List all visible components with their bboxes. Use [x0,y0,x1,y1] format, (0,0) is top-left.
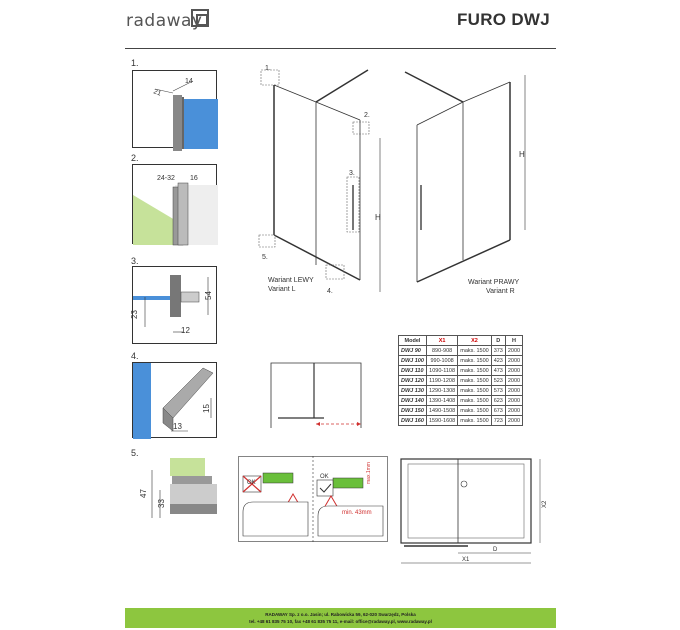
cell-d: 373 [491,346,505,356]
cell-d: 423 [491,356,505,366]
step-1-dim-b: 21 [152,88,163,98]
cell-x2: maks. 1500 [458,396,491,406]
cell-h: 2000 [505,356,522,366]
cell-d: 573 [491,386,505,396]
plan-view-svg [398,456,548,568]
cell-d: 723 [491,416,505,426]
plan-x2-label: X2 [542,500,548,508]
cell-d: 623 [491,396,505,406]
level-min-text: min. 43mm [342,510,372,516]
right-variant-svg [395,60,535,290]
cell-d: 523 [491,376,505,386]
cell-x2: maks. 1500 [458,386,491,396]
spec-table [398,335,523,426]
step-4-dim-a: 15 [202,404,211,413]
table-row [399,356,523,366]
spec-table-wrap [398,335,523,426]
spec-table-header-row [399,336,523,346]
step-4-panel [132,362,217,438]
step-2-label: 2. [131,153,139,163]
step-5-dim-a: 47 [139,489,148,498]
step-3-label: 3. [131,256,139,266]
step-5-drawing [132,458,217,538]
callout-5: 5. [262,254,268,261]
callout-2: 2. [364,112,370,119]
step-3-dim-a: 54 [204,291,213,300]
plan-view [398,456,548,568]
callout-1: 1. [265,65,271,72]
cell-model: DWJ 140 [399,396,427,406]
right-caption-2: Variant R [486,288,515,295]
table-row [399,416,523,426]
right-variant-drawing [395,60,535,290]
step-5-panel [132,458,217,538]
header-d: D [491,336,505,346]
cell-x2: maks. 1500 [458,366,491,376]
level-ok-text-1: OK [247,480,256,486]
cell-x1: 1090-1108 [426,366,457,376]
cell-x2: maks. 1500 [458,376,491,386]
callout-4: 4. [327,288,333,295]
step-3-dim-c: 12 [181,326,190,335]
left-caption-2: Variant L [268,286,296,293]
cell-h: 2000 [505,416,522,426]
level-max-text: max.1mm [366,462,372,484]
level-ok-text-2: OK [320,474,329,480]
cell-x1: 890-908 [426,346,457,356]
table-row [399,386,523,396]
cell-x1: 1390-1408 [426,396,457,406]
cell-h: 2000 [505,366,522,376]
cell-model: DWJ 130 [399,386,427,396]
step-2-panel [132,164,217,244]
table-row [399,366,523,376]
header-divider [125,48,556,49]
cell-x1: 990-1008 [426,356,457,366]
step-2-drawing [133,165,218,245]
plan-x1-label: X1 [462,557,470,563]
step-4-dim-b: 13 [173,422,182,431]
table-row [399,376,523,386]
cell-x1: 1490-1508 [426,406,457,416]
left-variant-drawing [258,60,393,300]
cell-d: 673 [491,406,505,416]
step-1-dim-a: 14 [185,78,193,85]
cell-x1: 1290-1308 [426,386,457,396]
step-1-label: 1. [131,58,139,68]
brand-logo-text: radaway [126,11,203,31]
table-row [399,396,523,406]
cell-model: DWJ 120 [399,376,427,386]
cell-h: 2000 [505,406,522,416]
cell-x2: maks. 1500 [458,356,491,366]
plan-d-label: D [493,547,498,553]
level-panel-svg [238,456,388,542]
top-view-small [266,358,366,433]
header-h: H [505,336,522,346]
step-3-drawing [130,267,218,345]
table-row [399,406,523,416]
cell-x2: maks. 1500 [458,416,491,426]
footer-bar [125,608,556,628]
cell-x2: maks. 1500 [458,406,491,416]
product-title: FURO DWJ [456,10,550,29]
step-1-drawing [133,71,218,149]
left-height-label: H [375,213,381,222]
step-3-panel [132,266,217,344]
step-1-panel [132,70,217,148]
footer-contact: tel. +48 61 835 75 10, fax +48 61 835 75 11, e-mail: office@radaway.pl, www.radaway.pl [249,619,432,624]
callout-3: 3. [349,170,355,177]
left-caption-1: Wariant LEWY [268,277,314,284]
cell-x1: 1590-1608 [426,416,457,426]
step-2-dim-a: 24-32 [157,175,175,182]
cell-model: DWJ 90 [399,346,427,356]
step-5-dim-b: 33 [157,499,166,508]
step-5-label: 5. [131,448,139,458]
cell-model: DWJ 160 [399,416,427,426]
table-row [399,346,523,356]
cell-h: 2000 [505,386,522,396]
step-2-dim-b: 16 [190,175,198,182]
step-4-label: 4. [131,351,139,361]
level-panel [238,456,388,542]
cell-x1: 1190-1208 [426,376,457,386]
header-model: Model [399,336,427,346]
brand-logo-icon [191,9,209,27]
cell-h: 2000 [505,346,522,356]
right-height-label: H [519,150,525,159]
header-x1: X1 [426,336,457,346]
left-variant-svg [258,60,393,300]
header-x2: X2 [458,336,491,346]
right-caption-1: Wariant PRAWY [468,279,520,286]
step-4-drawing [133,363,218,439]
cell-model: DWJ 100 [399,356,427,366]
cell-h: 2000 [505,396,522,406]
footer-address: RADAWAY Sp. z o.o. Jasin; ul. Rabowicka 59, 62-020 Swarzędz, Polska [265,612,416,617]
step-3-dim-b: 23 [130,310,139,319]
cell-model: DWJ 150 [399,406,427,416]
cell-h: 2000 [505,376,522,386]
cell-x2: maks. 1500 [458,346,491,356]
cell-model: DWJ 110 [399,366,427,376]
cell-d: 473 [491,366,505,376]
top-view-small-svg [266,358,366,433]
